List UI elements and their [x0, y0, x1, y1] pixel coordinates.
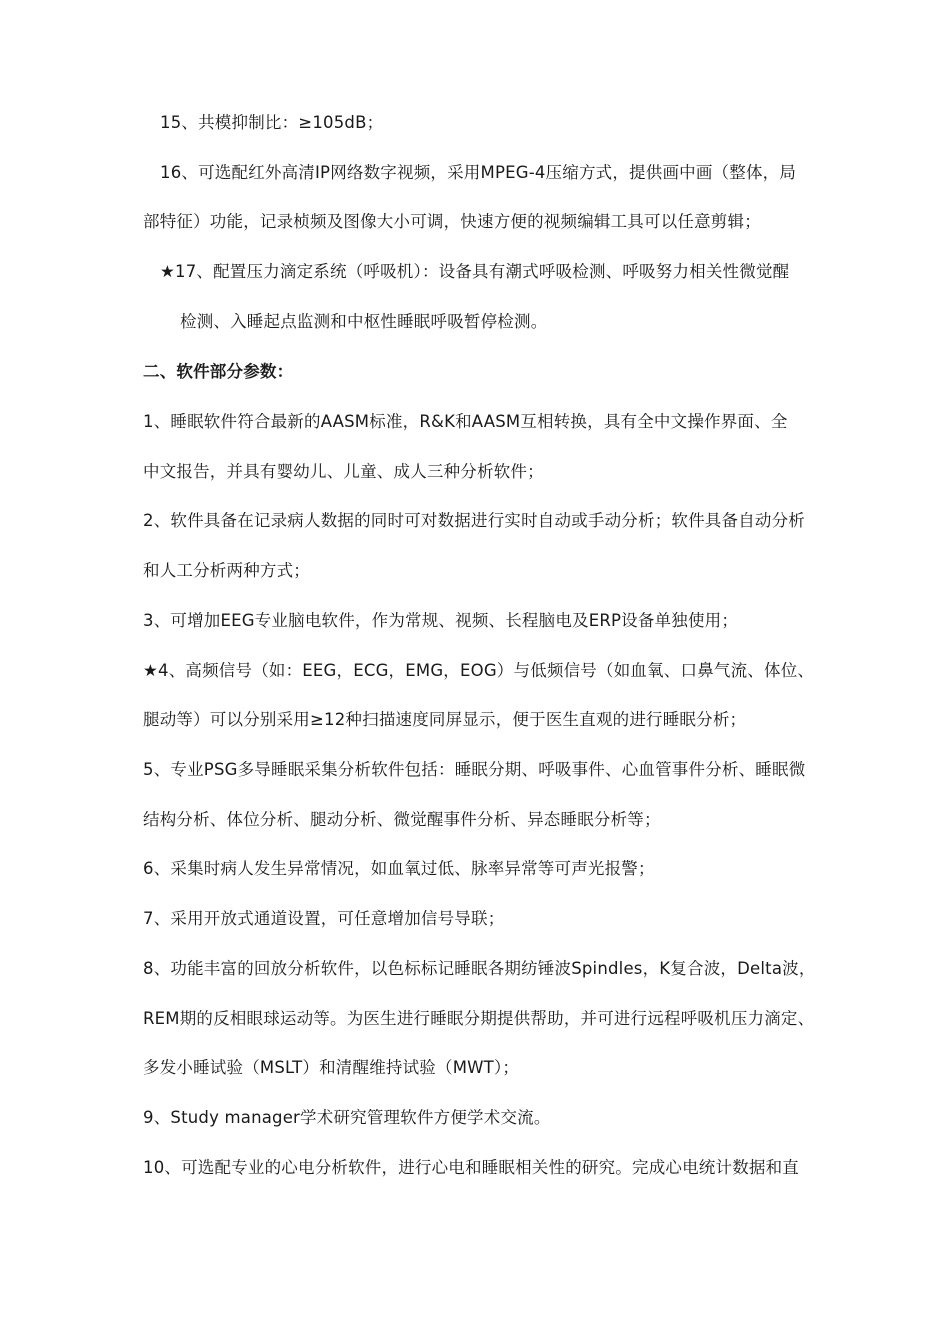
item-5-continued: 结构分析、体位分析、腿动分析、微觉醒事件分析、异态睡眠分析等； — [143, 810, 661, 829]
item-17: ★17、配置压力滴定系统（呼吸机）：设备具有潮式呼吸检测、呼吸努力相关性微觉醒 — [160, 262, 790, 281]
item-1: 1、睡眠软件符合最新的AASM标准，R&K和AASM互相转换，具有全中文操作界面、全 — [143, 412, 788, 431]
item-16-continued: 部特征）功能，记录桢频及图像大小可调，快速方便的视频编辑工具可以任意剪辑； — [143, 212, 761, 231]
item-8-continued-b: 多发小睡试验（MSLT）和清醒维持试验（MWT）； — [143, 1058, 520, 1077]
item-3: 3、可增加EEG专业脑电软件，作为常规、视频、长程脑电及ERP设备单独使用； — [143, 611, 739, 630]
item-17-continued: 检测、入睡起点监测和中枢性睡眠呼吸暂停检测。 — [180, 312, 548, 331]
item-4: ★4、高频信号（如：EEG，ECG，EMG，EOG）与低频信号（如血氧、口鼻气流、体位、 — [143, 661, 815, 680]
item-2-continued: 和人工分析两种方式； — [143, 561, 310, 580]
item-6: 6、采集时病人发生异常情况，如血氧过低、脉率异常等可声光报警； — [143, 859, 655, 878]
item-9: 9、Study manager学术研究管理软件方便学术交流。 — [143, 1108, 551, 1127]
item-5: 5、专业PSG多导睡眠采集分析软件包括：睡眠分期、呼吸事件、心血管事件分析、睡眠微 — [143, 760, 806, 779]
section-heading-software: 二、软件部分参数： — [143, 362, 294, 381]
item-16: 16、可选配红外高清IP网络数字视频，采用MPEG-4压缩方式，提供画中画（整体，局 — [160, 163, 797, 182]
item-10: 10、可选配专业的心电分析软件，进行心电和睡眠相关性的研究。完成心电统计数据和直 — [143, 1158, 799, 1177]
item-1-continued: 中文报告，并具有婴幼儿、儿童、成人三种分析软件； — [143, 462, 544, 481]
item-8-continued-a: REM期的反相眼球运动等。为医生进行睡眠分期提供帮助，并可进行远程呼吸机压力滴定、 — [143, 1009, 815, 1028]
item-2: 2、软件具备在记录病人数据的同时可对数据进行实时自动或手动分析；软件具备自动分析 — [143, 511, 805, 530]
item-7: 7、采用开放式通道设置，可任意增加信号导联； — [143, 909, 505, 928]
item-8: 8、功能丰富的回放分析软件，以色标标记睡眠各期纺锤波Spindles，K复合波，Delta波， — [143, 959, 816, 978]
item-15: 15、共模抑制比：≥105dB； — [160, 113, 384, 132]
item-4-continued: 腿动等）可以分别采用≥12种扫描速度同屏显示，便于医生直观的进行睡眠分析； — [143, 710, 747, 729]
